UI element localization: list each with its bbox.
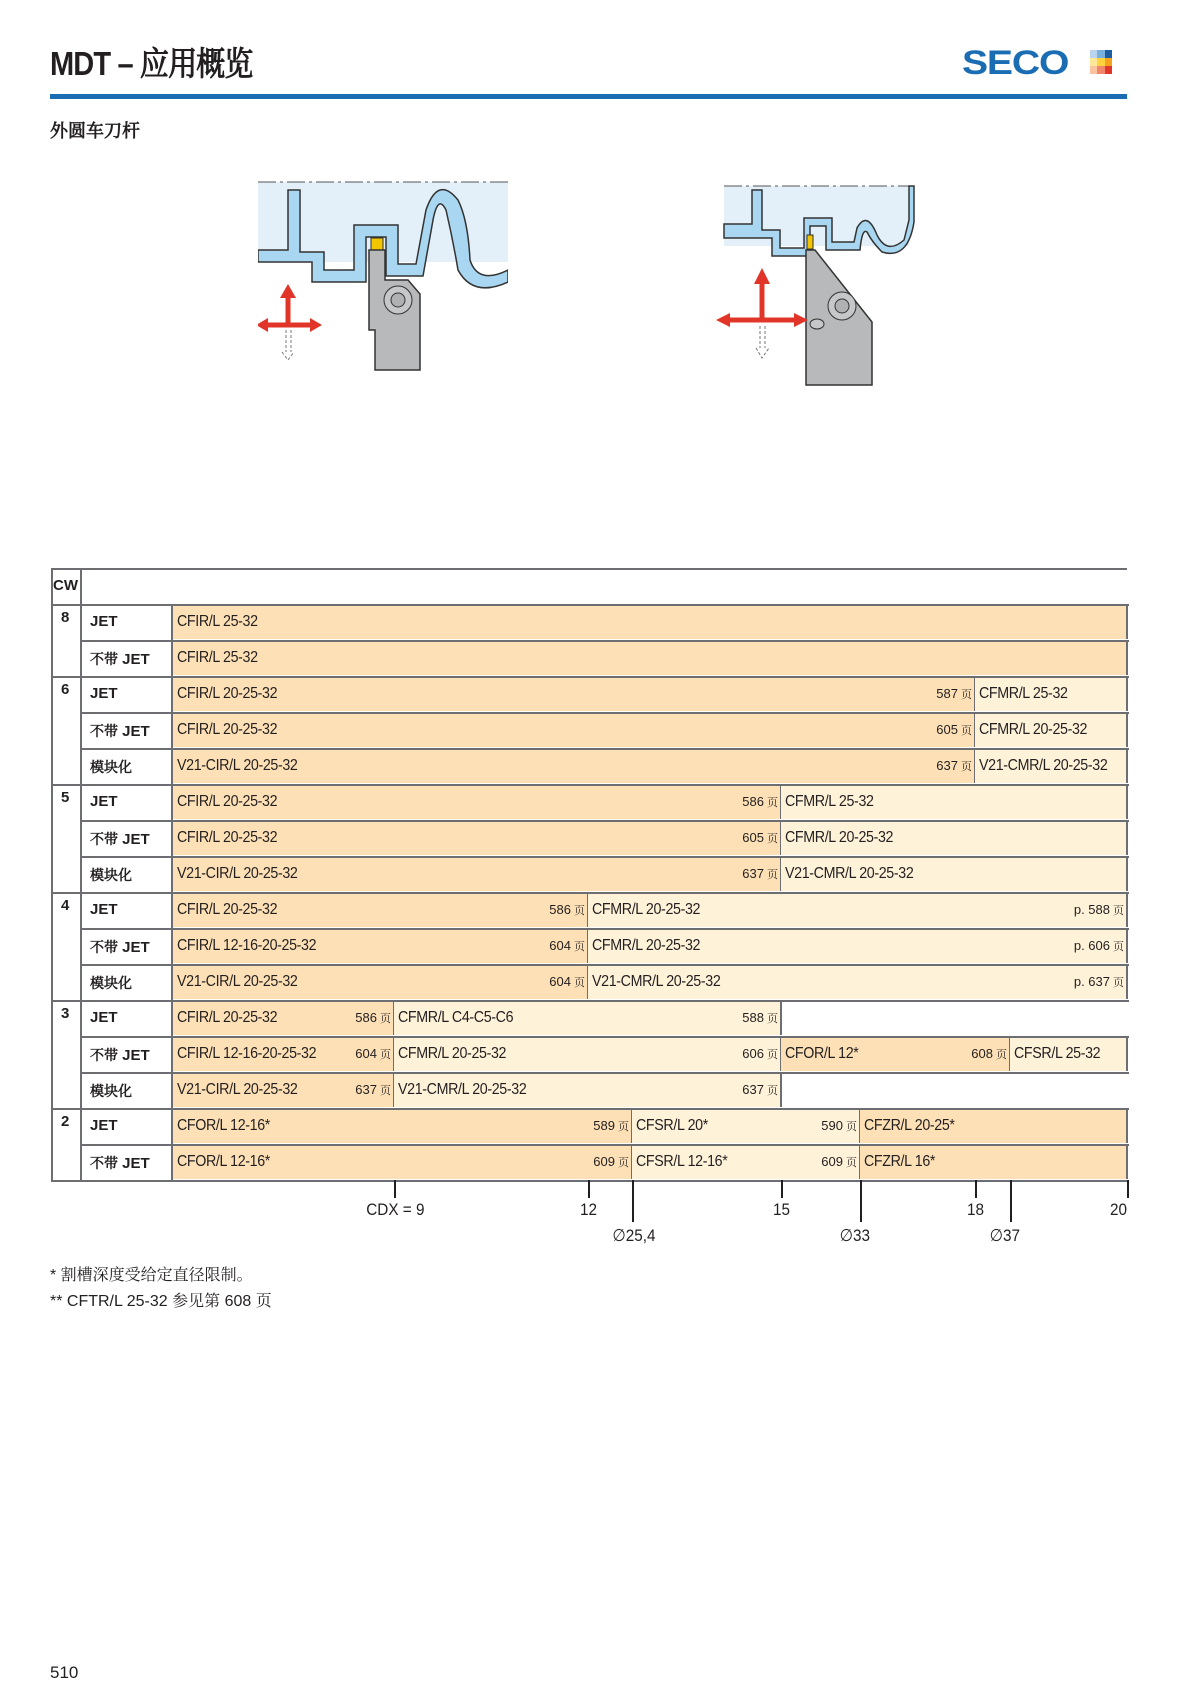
row-divider: [860, 1180, 1129, 1182]
tool-segment[interactable]: [173, 1109, 633, 1143]
diameter-tick-label: ∅25,4: [612, 1226, 656, 1245]
row-divider: [173, 1000, 396, 1002]
page-number: 510: [50, 1663, 79, 1682]
footnote-1: * 割槽深度受给定直径限制。: [50, 1267, 253, 1284]
tool-segment[interactable]: [173, 785, 782, 819]
page-ref: 637 页: [742, 866, 778, 881]
row-divider: [80, 820, 173, 822]
row-divider: [80, 712, 173, 714]
row-divider: [80, 964, 173, 966]
row-divider: [173, 928, 590, 930]
tool-name: CFMR/L 25-32: [979, 685, 1068, 702]
row-divider: [51, 1108, 173, 1110]
row-label: 不带 JET: [90, 1047, 150, 1064]
row-divider: [1010, 1072, 1129, 1074]
row-divider: [51, 676, 173, 678]
page-ref: 589 页: [593, 1118, 629, 1133]
tool-name: V21-CMR/L 20-25-32: [592, 973, 721, 990]
tool-name: CFSR/L 20*: [636, 1117, 708, 1134]
page-ref: 604 页: [355, 1046, 391, 1061]
page-ref: 606 页: [742, 1046, 778, 1061]
row-divider: [173, 712, 977, 714]
axis-tick: [588, 1180, 590, 1198]
page-ref: 605 页: [936, 722, 972, 737]
tool-name: V21-CMR/L 20-25-32: [785, 865, 914, 882]
tool-segment[interactable]: [173, 965, 589, 999]
tool-name: CFZR/L 20-25*: [864, 1117, 955, 1134]
section-subtitle: 外圆车刀杆: [50, 121, 140, 142]
tool-name: CFIR/L 20-25-32: [177, 793, 278, 810]
row-divider: [173, 892, 590, 894]
tool-segment[interactable]: [781, 785, 1128, 819]
page-ref: 637 页: [936, 758, 972, 773]
row-divider: [975, 676, 1129, 678]
row-divider: [588, 892, 1129, 894]
page-ref: 586 页: [742, 794, 778, 809]
axis-tick-label: 20: [1109, 1200, 1127, 1219]
tool-segment[interactable]: [173, 677, 976, 711]
row-divider: [394, 1000, 783, 1002]
tool-segment[interactable]: [860, 1109, 1128, 1143]
tool-segment[interactable]: [394, 1001, 782, 1035]
row-divider: [781, 784, 1129, 786]
tool-segment[interactable]: [781, 821, 1128, 855]
row-divider: [173, 1180, 634, 1182]
tool-name: CFIR/L 12-16-20-25-32: [177, 937, 317, 954]
tool-name: V21-CMR/L 20-25-32: [398, 1081, 527, 1098]
axis-tick: [781, 1180, 783, 1198]
row-divider: [51, 1000, 173, 1002]
row-divider: [173, 1108, 634, 1110]
row-divider: [173, 964, 590, 966]
row-label: JET: [90, 901, 118, 918]
row-divider: [781, 1036, 1012, 1038]
tool-segment[interactable]: [975, 677, 1128, 711]
tool-segment[interactable]: [173, 1037, 395, 1071]
row-divider: [588, 964, 1129, 966]
tool-name: CFIR/L 12-16-20-25-32: [177, 1045, 317, 1062]
row-label: 模块化: [90, 868, 132, 884]
row-divider: [394, 1072, 783, 1074]
tool-segment[interactable]: [975, 749, 1128, 783]
tool-segment[interactable]: [173, 749, 976, 783]
tool-name: CFMR/L 20-25-32: [979, 721, 1088, 738]
row-divider: [173, 748, 977, 750]
tool-segment[interactable]: [975, 713, 1128, 747]
tool-segment[interactable]: [173, 713, 976, 747]
tool-name: V21-CIR/L 20-25-32: [177, 1081, 298, 1098]
tool-name: CFMR/L 20-25-32: [592, 937, 701, 954]
tool-name: CFMR/L 25-32: [785, 793, 874, 810]
row-divider: [860, 1108, 1129, 1110]
page-ref: 588 页: [742, 1010, 778, 1025]
logo-mark-icon: [1090, 50, 1112, 74]
tool-name: CFSR/L 25-32: [1014, 1045, 1101, 1062]
table-left-border: [51, 568, 53, 1182]
row-divider: [173, 1144, 634, 1146]
page-ref: 608 页: [971, 1046, 1007, 1061]
diameter-tick: [860, 1180, 862, 1222]
row-divider: [394, 1036, 783, 1038]
brand-name: SECO: [962, 43, 1069, 82]
tool-name: CFIR/L 20-25-32: [177, 829, 278, 846]
row-divider: [80, 1144, 173, 1146]
row-label: 模块化: [90, 1084, 132, 1100]
tool-name: CFMR/L 20-25-32: [398, 1045, 507, 1062]
tool-segment[interactable]: [632, 1145, 861, 1179]
tool-name: CFIR/L 20-25-32: [177, 721, 278, 738]
row-label: 不带 JET: [90, 831, 150, 848]
diameter-tick-label: ∅33: [839, 1226, 871, 1245]
row-label: 不带 JET: [90, 723, 150, 740]
row-divider: [632, 1144, 862, 1146]
tool-segment[interactable]: [173, 1073, 395, 1107]
row-divider: [80, 640, 173, 642]
page-ref: 637 页: [355, 1082, 391, 1097]
row-divider: [975, 748, 1129, 750]
tool-name: CFIR/L 25-32: [177, 613, 258, 630]
seco-logo: [962, 43, 1069, 82]
axis-tick-label: CDX = 9: [365, 1200, 424, 1219]
tool-name: CFMR/L C4-C5-C6: [398, 1009, 514, 1026]
cw-value: 6: [61, 681, 70, 698]
cw-value: 8: [61, 609, 70, 626]
footnote-2: ** CFTR/L 25-32 参见第 608 页: [50, 1293, 272, 1310]
row-divider: [173, 784, 783, 786]
row-divider: [975, 712, 1129, 714]
straight-holder-illustration: [258, 180, 508, 380]
cw-value: 4: [61, 897, 70, 914]
page-ref: 637 页: [742, 1082, 778, 1097]
axis-tick-label: 12: [579, 1200, 597, 1219]
tool-segment[interactable]: [860, 1145, 1128, 1179]
diameter-tick: [1010, 1180, 1012, 1222]
row-divider: [51, 1180, 173, 1182]
row-label: JET: [90, 613, 118, 630]
row-label: JET: [90, 685, 118, 702]
cw-value: 2: [61, 1113, 70, 1130]
page-ref: 586 页: [355, 1010, 391, 1025]
tool-segment[interactable]: [173, 1001, 395, 1035]
tool-name: V21-CMR/L 20-25-32: [979, 757, 1108, 774]
row-label: 不带 JET: [90, 939, 150, 956]
tool-segment[interactable]: [173, 929, 589, 963]
tool-segment[interactable]: [588, 965, 1128, 999]
tool-segment[interactable]: [173, 821, 782, 855]
row-divider: [80, 1036, 173, 1038]
tool-name: CFIR/L 20-25-32: [177, 1009, 278, 1026]
tool-segment[interactable]: [173, 1145, 633, 1179]
row-divider: [173, 1036, 396, 1038]
tool-segment[interactable]: [173, 893, 589, 927]
axis-tick: [975, 1180, 977, 1198]
row-divider: [588, 928, 1129, 930]
row-divider: [173, 604, 1129, 606]
tool-segment[interactable]: [173, 641, 1128, 675]
cw-column-divider: [80, 568, 82, 1180]
tool-segment[interactable]: [394, 1073, 782, 1107]
row-label: 不带 JET: [90, 1155, 150, 1172]
page-ref: p. 606 页: [1073, 938, 1124, 953]
page-ref: p. 588 页: [1073, 902, 1124, 917]
row-divider: [51, 892, 173, 894]
row-label: JET: [90, 793, 118, 810]
axis-tick: [1127, 1180, 1129, 1198]
tool-segment[interactable]: [632, 1109, 861, 1143]
row-divider: [80, 928, 173, 930]
row-divider: [1010, 1036, 1129, 1038]
diameter-tick-label: ∅37: [989, 1226, 1021, 1245]
tool-segment[interactable]: [588, 929, 1128, 963]
tool-name: CFZR/L 16*: [864, 1153, 936, 1170]
page-ref: 604 页: [549, 938, 585, 953]
tool-name: V21-CIR/L 20-25-32: [177, 973, 298, 990]
row-label: JET: [90, 1117, 118, 1134]
page-ref: 609 页: [821, 1154, 857, 1169]
row-divider: [173, 856, 783, 858]
row-divider: [173, 640, 1129, 642]
row-divider: [51, 784, 173, 786]
row-label: JET: [90, 1009, 118, 1026]
tool-name: CFOR/L 12-16*: [177, 1153, 270, 1170]
tool-name: CFSR/L 12-16*: [636, 1153, 728, 1170]
tool-segment[interactable]: [173, 857, 782, 891]
row-divider: [781, 856, 1129, 858]
tool-segment[interactable]: [1010, 1037, 1128, 1071]
angled-holder-illustration: [712, 180, 932, 390]
feed-arrows-icon: [258, 284, 322, 360]
page-ref: p. 637 页: [1073, 974, 1124, 989]
page-ref: 605 页: [742, 830, 778, 845]
tool-segment[interactable]: [781, 1037, 1011, 1071]
tool-segment[interactable]: [394, 1037, 782, 1071]
axis-tick: [394, 1180, 396, 1198]
cw-value: 3: [61, 1005, 70, 1022]
page-title: MDT – 应用概览: [50, 45, 253, 82]
axis-tick-label: 15: [772, 1200, 790, 1219]
row-divider: [173, 676, 977, 678]
page-ref: 586 页: [549, 902, 585, 917]
tool-name: CFOR/L 12*: [785, 1045, 859, 1062]
row-divider: [173, 1072, 396, 1074]
row-divider: [781, 820, 1129, 822]
row-divider: [80, 748, 173, 750]
row-divider: [632, 1180, 862, 1182]
tool-name: CFIR/L 20-25-32: [177, 901, 278, 918]
page-ref: 587 页: [936, 686, 972, 701]
cw-value: 5: [61, 789, 70, 806]
tool-segment[interactable]: [781, 857, 1128, 891]
tool-segment[interactable]: [173, 605, 1128, 639]
row-divider: [80, 856, 173, 858]
page-ref: 604 页: [549, 974, 585, 989]
tool-name: CFMR/L 20-25-32: [592, 901, 701, 918]
row-label: 模块化: [90, 976, 132, 992]
tool-segment[interactable]: [588, 893, 1128, 927]
tool-name: V21-CIR/L 20-25-32: [177, 865, 298, 882]
row-divider: [860, 1144, 1129, 1146]
row-label: 不带 JET: [90, 651, 150, 668]
row-label: 模块化: [90, 760, 132, 776]
row-divider: [632, 1108, 862, 1110]
tool-name: V21-CIR/L 20-25-32: [177, 757, 298, 774]
row-divider: [173, 820, 783, 822]
row-divider: [781, 1072, 1012, 1074]
cw-header: CW: [53, 577, 78, 594]
header-rule: [50, 94, 1127, 99]
page-ref: 590 页: [821, 1118, 857, 1133]
axis-tick-label: 18: [966, 1200, 984, 1219]
page-ref: 609 页: [593, 1154, 629, 1169]
tool-name: CFMR/L 20-25-32: [785, 829, 894, 846]
tool-name: CFOR/L 12-16*: [177, 1117, 270, 1134]
table-top-border: [51, 568, 1127, 570]
feed-arrows-icon: [716, 268, 808, 358]
row-divider: [80, 1072, 173, 1074]
tool-name: CFIR/L 20-25-32: [177, 685, 278, 702]
diameter-tick: [632, 1180, 634, 1222]
tool-name: CFIR/L 25-32: [177, 649, 258, 666]
